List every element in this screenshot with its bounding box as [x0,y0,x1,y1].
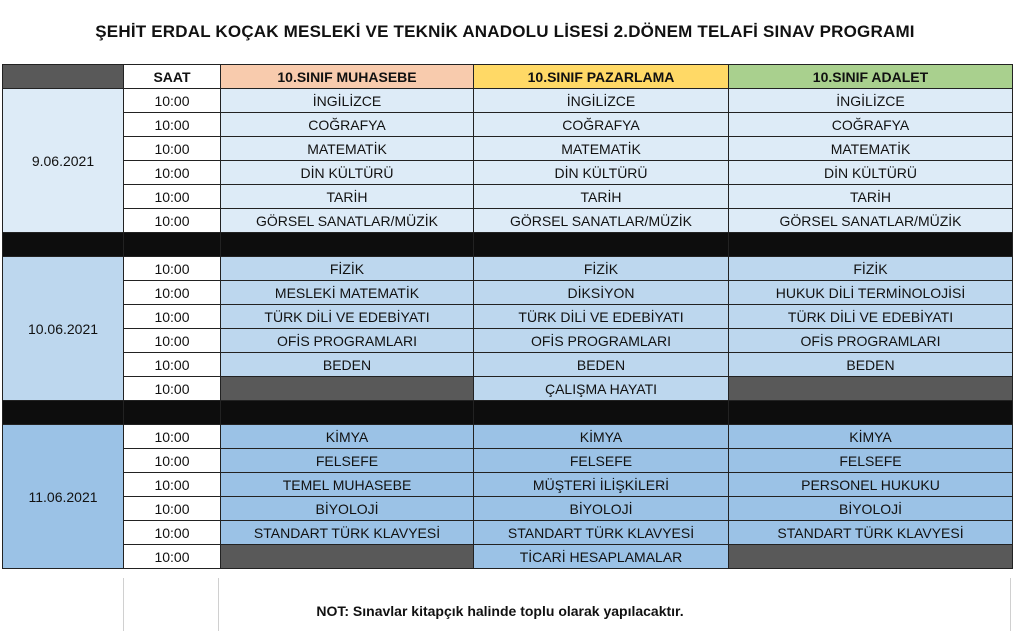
separator-cell [124,233,221,257]
muhasebe-cell: TÜRK DİLİ VE EDEBİYATI [221,305,474,329]
adalet-cell [729,377,1013,401]
muhasebe-cell [221,377,474,401]
grid-line [218,578,219,631]
muhasebe-cell: TARİH [221,185,474,209]
separator-cell [474,401,729,425]
separator-cell [124,401,221,425]
adalet-cell: FELSEFE [729,449,1013,473]
muhasebe-cell: DİN KÜLTÜRÜ [221,161,474,185]
muhasebe-cell: OFİS PROGRAMLARI [221,329,474,353]
pazarlama-cell: COĞRAFYA [474,113,729,137]
muhasebe-cell: FİZİK [221,257,474,281]
header-blank-cell [3,65,124,89]
separator-cell [474,233,729,257]
table-row [3,521,1013,545]
date-cell: 10.06.2021 [3,257,124,401]
adalet-cell: BİYOLOJİ [729,497,1013,521]
adalet-cell: TARİH [729,185,1013,209]
header-pazarlama: 10.SINIF PAZARLAMA [474,65,729,89]
time-cell: 10:00 [124,185,221,209]
pazarlama-cell: TARİH [474,185,729,209]
pazarlama-cell: BİYOLOJİ [474,497,729,521]
adalet-cell: MATEMATİK [729,137,1013,161]
muhasebe-cell: FELSEFE [221,449,474,473]
footer-note: NOT: Sınavlar kitapçık halinde toplu olarak yapılacaktır. [316,603,684,619]
separator-cell [3,233,124,257]
time-cell: 10:00 [124,521,221,545]
adalet-cell: KİMYA [729,425,1013,449]
pazarlama-cell: DİKSİYON [474,281,729,305]
pazarlama-cell: FELSEFE [474,449,729,473]
table-row [3,473,1013,497]
muhasebe-cell: MESLEKİ MATEMATİK [221,281,474,305]
table-row [3,113,1013,137]
adalet-cell: PERSONEL HUKUKU [729,473,1013,497]
time-cell: 10:00 [124,329,221,353]
table-row [3,137,1013,161]
pazarlama-cell: GÖRSEL SANATLAR/MÜZİK [474,209,729,233]
table-row [3,329,1013,353]
adalet-cell: İNGİLİZCE [729,89,1013,113]
time-cell: 10:00 [124,449,221,473]
header-muhasebe: 10.SINIF MUHASEBE [221,65,474,89]
time-cell: 10:00 [124,161,221,185]
table-row [3,305,1013,329]
muhasebe-cell: MATEMATİK [221,137,474,161]
pazarlama-cell: TİCARİ HESAPLAMALAR [474,545,729,569]
page-title: ŞEHİT ERDAL KOÇAK MESLEKİ VE TEKNİK ANADOLU LİSESİ 2.DÖNEM TELAFİ SINAV PROGRAMI [95,22,915,41]
table-row [3,449,1013,473]
time-cell: 10:00 [124,497,221,521]
pazarlama-cell: KİMYA [474,425,729,449]
time-cell: 10:00 [124,137,221,161]
muhasebe-cell: COĞRAFYA [221,113,474,137]
muhasebe-cell: BEDEN [221,353,474,377]
table-row [3,209,1013,233]
time-cell: 10:00 [124,113,221,137]
separator-cell [221,233,474,257]
table-row [3,185,1013,209]
header-saat: SAAT [124,65,221,89]
adalet-cell: TÜRK DİLİ VE EDEBİYATI [729,305,1013,329]
pazarlama-cell: ÇALIŞMA HAYATI [474,377,729,401]
muhasebe-cell: GÖRSEL SANATLAR/MÜZİK [221,209,474,233]
separator-cell [729,233,1013,257]
pazarlama-cell: MÜŞTERİ İLİŞKİLERİ [474,473,729,497]
pazarlama-cell: OFİS PROGRAMLARI [474,329,729,353]
separator-cell [3,401,124,425]
adalet-cell: STANDART TÜRK KLAVYESİ [729,521,1013,545]
time-cell: 10:00 [124,473,221,497]
time-cell: 10:00 [124,545,221,569]
time-cell: 10:00 [124,89,221,113]
table-row [3,425,1013,449]
header-adalet: 10.SINIF ADALET [729,65,1013,89]
time-cell: 10:00 [124,353,221,377]
table-row [3,89,1013,113]
time-cell: 10:00 [124,425,221,449]
time-cell: 10:00 [124,377,221,401]
table-row [3,161,1013,185]
muhasebe-cell: BİYOLOJİ [221,497,474,521]
grid-line [123,578,124,631]
adalet-cell: DİN KÜLTÜRÜ [729,161,1013,185]
table-row [3,257,1013,281]
adalet-cell: COĞRAFYA [729,113,1013,137]
adalet-cell [729,545,1013,569]
grid-line [1010,578,1011,631]
adalet-cell: GÖRSEL SANATLAR/MÜZİK [729,209,1013,233]
time-cell: 10:00 [124,257,221,281]
pazarlama-cell: STANDART TÜRK KLAVYESİ [474,521,729,545]
table-row [3,353,1013,377]
header-row [3,65,1013,89]
muhasebe-cell [221,545,474,569]
time-cell: 10:00 [124,209,221,233]
date-cell: 11.06.2021 [3,425,124,569]
adalet-cell: FİZİK [729,257,1013,281]
day-separator [3,233,1013,257]
muhasebe-cell: İNGİLİZCE [221,89,474,113]
table-row [3,497,1013,521]
pazarlama-cell: TÜRK DİLİ VE EDEBİYATI [474,305,729,329]
separator-cell [221,401,474,425]
adalet-cell: BEDEN [729,353,1013,377]
pazarlama-cell: MATEMATİK [474,137,729,161]
time-cell: 10:00 [124,281,221,305]
muhasebe-cell: STANDART TÜRK KLAVYESİ [221,521,474,545]
time-cell: 10:00 [124,305,221,329]
table-row [3,281,1013,305]
pazarlama-cell: FİZİK [474,257,729,281]
table-row [3,545,1013,569]
date-cell: 9.06.2021 [3,89,124,233]
table-row [3,377,1013,401]
schedule-body [3,65,1013,569]
adalet-cell: HUKUK DİLİ TERMİNOLOJİSİ [729,281,1013,305]
adalet-cell: OFİS PROGRAMLARI [729,329,1013,353]
muhasebe-cell: TEMEL MUHASEBE [221,473,474,497]
pazarlama-cell: İNGİLİZCE [474,89,729,113]
day-separator [3,401,1013,425]
exam-schedule-table [2,64,1013,569]
pazarlama-cell: DİN KÜLTÜRÜ [474,161,729,185]
pazarlama-cell: BEDEN [474,353,729,377]
separator-cell [729,401,1013,425]
muhasebe-cell: KİMYA [221,425,474,449]
